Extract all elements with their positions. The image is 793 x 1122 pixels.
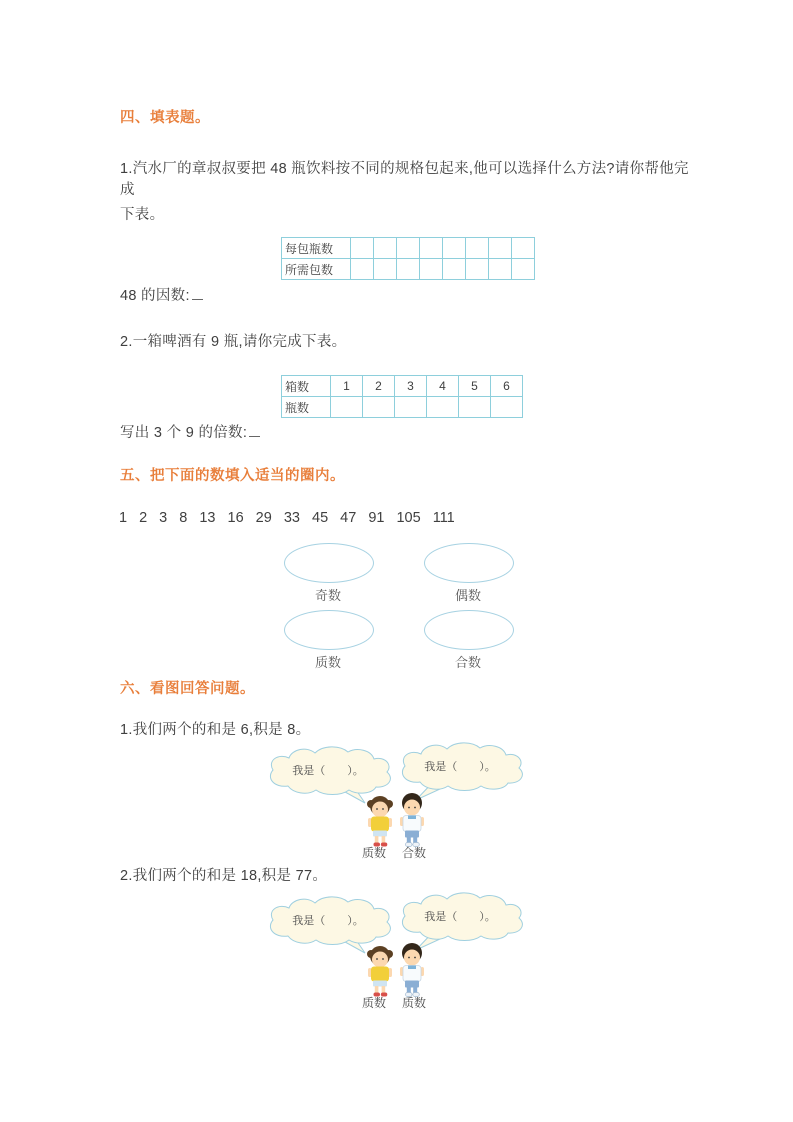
speech-bubble-left bbox=[270, 747, 390, 803]
q1-text-line2: 下表。 bbox=[120, 207, 165, 223]
kid-label-left: 质数 bbox=[361, 996, 387, 1010]
circle-odd bbox=[284, 543, 374, 583]
factors-text: 48 的因数: bbox=[120, 288, 190, 304]
table-cell bbox=[466, 259, 489, 280]
table-cell bbox=[351, 238, 374, 259]
bubble-right-text: 我是（ ）。 bbox=[424, 911, 496, 923]
q6-1-text: 1.我们两个的和是 6,积是 8。 bbox=[120, 722, 311, 738]
table-cell bbox=[459, 397, 491, 418]
kids-scene-1 bbox=[262, 738, 526, 862]
table-cell bbox=[397, 238, 420, 259]
row-label: 箱数 bbox=[282, 376, 331, 397]
kid-label-left: 质数 bbox=[361, 846, 387, 860]
table-cell: 5 bbox=[459, 376, 491, 397]
table-cell bbox=[443, 259, 466, 280]
table-cell: 4 bbox=[427, 376, 459, 397]
row-label: 所需包数 bbox=[282, 259, 351, 280]
q1-text-line1: 1.汽水厂的章叔叔要把 48 瓶饮料按不同的规格包起来,他可以选择什么方法?请你帮他完成 bbox=[120, 161, 689, 198]
table-cell bbox=[374, 238, 397, 259]
table-cell: 3 bbox=[395, 376, 427, 397]
circle-composite bbox=[424, 610, 514, 650]
boy-figure bbox=[400, 793, 424, 847]
circle-prime bbox=[284, 610, 374, 650]
kids-scene-2 bbox=[262, 888, 526, 1012]
speech-bubble-right bbox=[402, 743, 522, 800]
table-cell bbox=[443, 238, 466, 259]
table-cell bbox=[427, 397, 459, 418]
q6-2-text: 2.我们两个的和是 18,积是 77。 bbox=[120, 868, 328, 884]
table-cell bbox=[491, 397, 523, 418]
speech-bubble-left bbox=[270, 897, 390, 953]
circle-composite-label: 合数 bbox=[454, 655, 481, 670]
table-cell bbox=[420, 259, 443, 280]
section-6-heading: 六、看图回答问题。 bbox=[120, 681, 255, 697]
table-cell bbox=[351, 259, 374, 280]
boy-figure bbox=[400, 943, 424, 997]
multiples-prompt bbox=[120, 421, 260, 442]
table-cell bbox=[466, 238, 489, 259]
beer-table bbox=[281, 375, 523, 418]
table-cell bbox=[489, 259, 512, 280]
girl-figure bbox=[367, 946, 393, 997]
table-cell bbox=[512, 259, 535, 280]
answer-blank bbox=[249, 432, 260, 437]
multiples-text: 写出 3 个 9 的倍数: bbox=[120, 425, 248, 441]
table-row bbox=[282, 397, 523, 418]
q2-text: 2.一箱啤酒有 9 瓶,请你完成下表。 bbox=[120, 334, 347, 350]
table-row bbox=[282, 238, 535, 259]
girl-figure bbox=[367, 796, 393, 847]
section-5-heading: 五、把下面的数填入适当的圈内。 bbox=[120, 468, 345, 484]
table-cell bbox=[395, 397, 427, 418]
table-cell: 1 bbox=[331, 376, 363, 397]
circle-even-label: 偶数 bbox=[454, 588, 481, 603]
row-label: 瓶数 bbox=[282, 397, 331, 418]
circle-odd-label: 奇数 bbox=[314, 588, 341, 603]
bubble-right-text: 我是（ ）。 bbox=[424, 761, 496, 773]
table-cell bbox=[374, 259, 397, 280]
circle-even bbox=[424, 543, 514, 583]
kid-label-right: 合数 bbox=[401, 846, 427, 860]
bubble-left-text: 我是（ ）。 bbox=[292, 765, 364, 777]
table-cell bbox=[397, 259, 420, 280]
circle-prime-label: 质数 bbox=[314, 655, 341, 670]
speech-bubble-right bbox=[402, 893, 522, 950]
packing-table bbox=[281, 237, 535, 280]
table-cell bbox=[331, 397, 363, 418]
table-cell bbox=[512, 238, 535, 259]
table-row bbox=[282, 259, 535, 280]
answer-blank bbox=[192, 295, 203, 300]
table-cell: 6 bbox=[491, 376, 523, 397]
row-label: 每包瓶数 bbox=[282, 238, 351, 259]
factors-prompt bbox=[120, 284, 203, 305]
table-cell: 2 bbox=[363, 376, 395, 397]
section-4-heading: 四、填表题。 bbox=[120, 110, 210, 126]
table-cell bbox=[420, 238, 443, 259]
bubble-left-text: 我是（ ）。 bbox=[292, 915, 364, 927]
table-row bbox=[282, 376, 523, 397]
number-list: 1 2 3 8 13 16 29 33 45 47 91 105 111 bbox=[119, 510, 455, 526]
table-cell bbox=[363, 397, 395, 418]
kid-label-right: 质数 bbox=[401, 996, 427, 1010]
table-cell bbox=[489, 238, 512, 259]
